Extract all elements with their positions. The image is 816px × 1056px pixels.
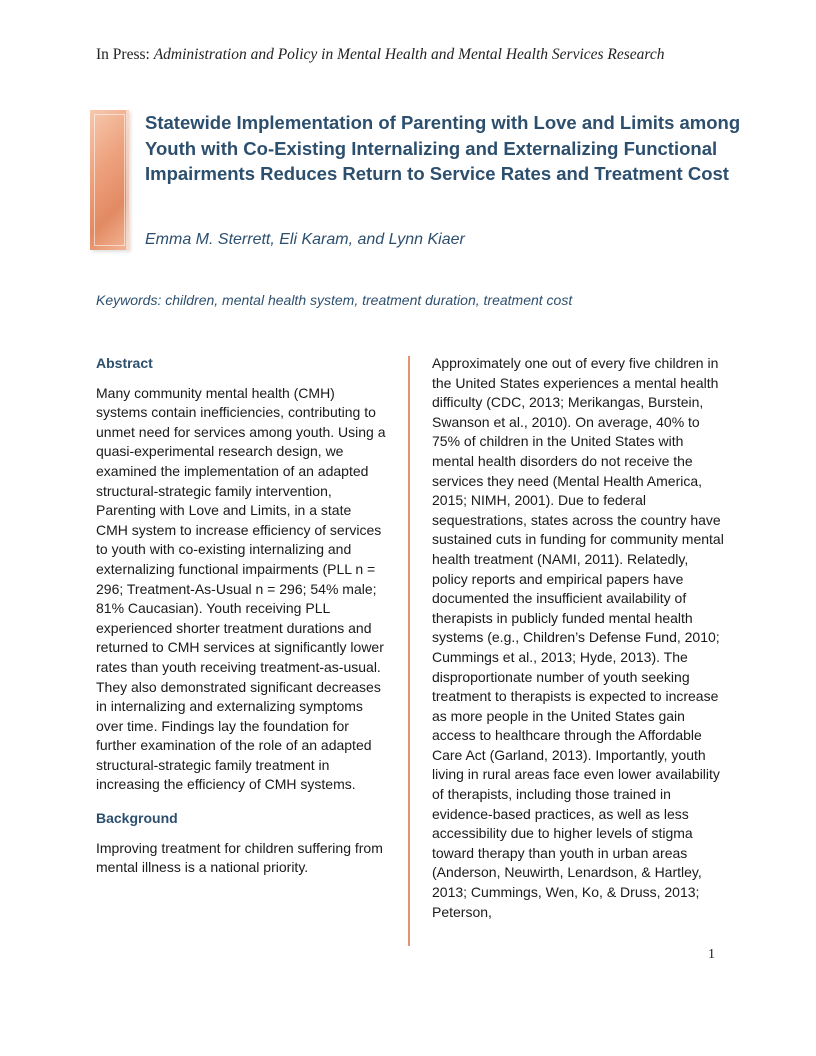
column-divider — [408, 356, 410, 946]
abstract-heading: Abstract — [96, 355, 153, 371]
background-heading: Background — [96, 810, 178, 827]
right-column — [432, 354, 727, 936]
abstract-text: Many community mental health (CMH) systems contain inefficiencies, contributing to unmet need for services among youth. Using a quasi-experimental research design, we examined the implementation of an adapted structural-strategic family intervention, Parenting with Love and Limits, in a state CMH system to increase efficiency of services to youth with co-existing internalizing and externalizing functional impairments (PLL n = 296; Treatment-As-Usual n = 296; 54% male; 81% Caucasian). Youth receiving PLL experienced shorter treatment durations and returned to CMH services at significantly lower rates than youth receiving treatment-as-usual. They also demonstrated significant decreases in internalizing and externalizing symptoms over time. Findings lay the foundation for further examination of the role of an adapted structural-strategic family treatment in increasing the efficiency of CMH systems. — [96, 384, 386, 793]
paper-title: Statewide Implementation of Parenting with Love and Limits among Youth with Co-Existing Internalizing and Externalizing Functional Impairments Reduces Return to Service Rates and Treatment Cost — [145, 112, 741, 185]
journal-name: Administration and Policy in Mental Health and Mental Health Services Research — [153, 46, 665, 63]
running-header-prefix: In Press: — [96, 46, 154, 63]
title-accent-bar — [90, 110, 129, 250]
background-text: Improving treatment for children suffering from mental illness is a national priority. — [96, 839, 383, 876]
author-list: Emma M. Sterrett, Eli Karam, and Lynn Kiaer — [145, 231, 465, 248]
page-number: 1 — [708, 947, 715, 962]
keywords: Keywords: children, mental health system, treatment duration, treatment cost — [96, 292, 573, 308]
running-header — [96, 46, 736, 64]
left-column — [96, 354, 386, 892]
body-text: Approximately one out of every five children in the United States experiences a mental health difficulty (CDC, 2013; Merikangas, Burstein, Swanson et al., 2010). On average, 40% to 75% of children in the United States with mental health disorders do not receive the services they need (Mental Health America, 2015; NIMH, 2001). Due to federal sequestrations, states across the country have sustained cuts in funding for community mental health treatment (NAMI, 2011). Relatedly, policy reports and empirical papers have documented the insufficient availability of therapists in publicly funded mental health systems (e.g., Children’s Defense Fund, 2010; Cummings et al., 2013; Hyde, 2013). The disproportionate number of youth seeking treatment to therapists is expected to increase as more people in the United States gain access to healthcare through the Affordable Care Act (Garland, 2013). Importantly, youth living in rural areas face even lower availability of therapists, including those trained in evidence-based practices, as well as less accessibility due to higher levels of stigma toward therapy than youth in urban areas (Anderson, Neuwirth, Lenardson, & Hartley, 2013; Cummings, Wen, Ko, & Druss, 2013; Peterson, — [432, 355, 724, 920]
